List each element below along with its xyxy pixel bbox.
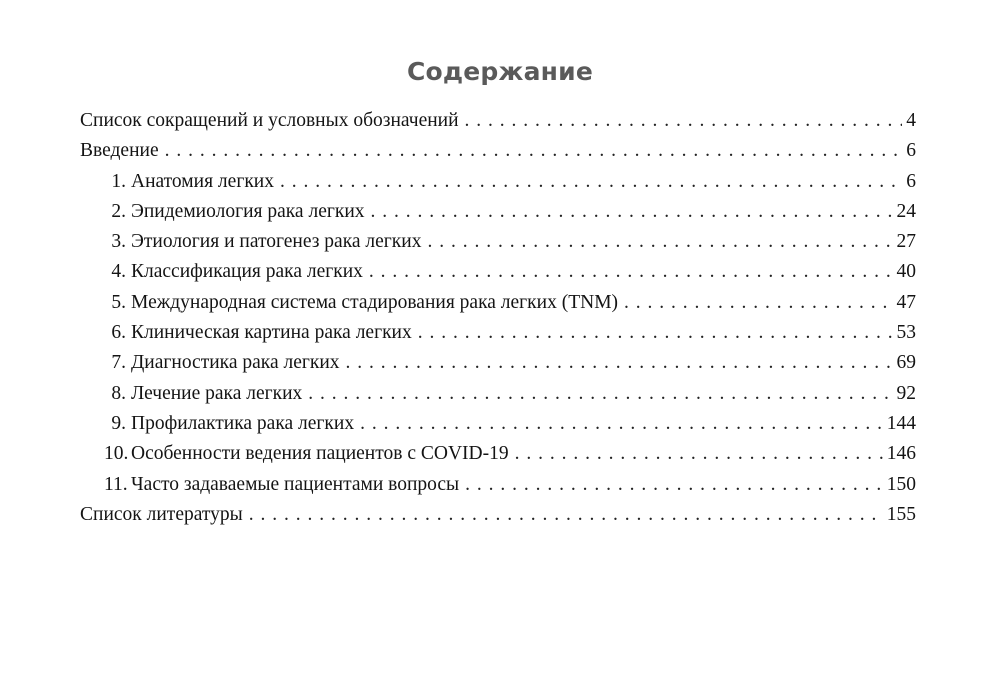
toc-entry[interactable] [80, 470, 916, 500]
toc-entry-number: 9. [111, 412, 126, 434]
toc-entry-label: Клиническая картина рака легких [131, 322, 412, 344]
toc-dot-leader [465, 106, 903, 136]
toc-page-number: 92 [896, 382, 916, 404]
toc-page-number: 27 [896, 231, 916, 253]
toc-page-number: 146 [886, 443, 916, 465]
toc-dot-leader [369, 257, 893, 287]
toc-entry-number: 11. [104, 473, 128, 495]
toc-entry-label: Диагностика рака легких [131, 352, 340, 374]
toc-page-number: 150 [886, 473, 916, 495]
toc-dot-leader [515, 439, 883, 469]
toc-entry-label: Введение [80, 140, 159, 162]
toc-dot-leader [427, 227, 892, 257]
toc-page-number: 144 [886, 412, 916, 434]
toc-page-number: 40 [896, 261, 916, 283]
toc-entry-label: Международная система стадирования рака легких (TNM) [131, 291, 619, 313]
toc-entry[interactable] [80, 257, 916, 287]
toc-entry-label: Этиология и патогенез рака легких [131, 231, 422, 253]
toc-entry-number: 8. [111, 382, 126, 404]
toc-page-number: 47 [896, 291, 916, 313]
toc-page-number: 69 [896, 352, 916, 374]
toc-dot-leader [360, 409, 883, 439]
toc-entry-number: 5. [111, 291, 126, 313]
toc-entry-label: Эпидемиология рака легких [131, 200, 365, 222]
toc-entry-label: Профилактика рака легких [131, 412, 355, 434]
toc-dot-leader [418, 318, 893, 348]
toc-entry-label: Анатомия легких [131, 170, 274, 192]
page-title: Содержание [406, 57, 594, 86]
toc-entry-label: Особенности ведения пациентов с COVID-19 [131, 443, 509, 465]
toc-dot-leader [280, 167, 902, 197]
toc-dot-leader [165, 136, 903, 166]
toc-page-number: 53 [896, 322, 916, 344]
toc-entry[interactable] [80, 197, 916, 227]
toc-entry[interactable] [80, 318, 916, 348]
toc-page-number: 4 [906, 110, 916, 131]
toc-entry-number: 4. [111, 261, 126, 283]
toc-entry[interactable] [80, 409, 916, 439]
toc-entry[interactable] [80, 227, 916, 257]
toc-entry-label: Классификация рака легких [131, 261, 363, 283]
toc-entry[interactable] [80, 348, 916, 378]
toc-entry-number: 6. [111, 322, 126, 344]
toc-entry-label: Часто задаваемые пациентами вопросы [131, 473, 460, 495]
toc-entry[interactable] [80, 106, 916, 136]
toc-entry[interactable] [80, 136, 916, 166]
toc-entry-number: 1. [111, 170, 126, 192]
toc-entry-number: 3. [111, 231, 126, 253]
toc-entry[interactable] [80, 288, 916, 318]
toc-page-number: 6 [906, 140, 916, 162]
toc-page-number: 24 [896, 200, 916, 222]
toc-entry-number: 10. [104, 443, 129, 465]
toc-dot-leader [346, 348, 893, 378]
toc-entry-label: Список сокращений и условных обозначений [80, 110, 459, 131]
toc-entry[interactable] [80, 379, 916, 409]
toc-entry[interactable] [80, 439, 916, 469]
toc-entry-label: Лечение рака легких [131, 382, 303, 404]
toc-dot-leader [371, 197, 893, 227]
table-of-contents [80, 106, 916, 530]
toc-entry-label: Список литературы [80, 503, 243, 525]
toc-page-number: 6 [906, 170, 916, 192]
toc-dot-leader [465, 470, 883, 500]
toc-entry[interactable] [80, 500, 916, 530]
toc-dot-leader [249, 500, 883, 530]
toc-dot-leader [624, 288, 892, 318]
toc-dot-leader [308, 379, 892, 409]
toc-entry[interactable] [80, 167, 916, 197]
toc-page-number: 155 [886, 503, 916, 525]
toc-entry-number: 2. [111, 200, 126, 222]
toc-entry-number: 7. [111, 352, 126, 374]
